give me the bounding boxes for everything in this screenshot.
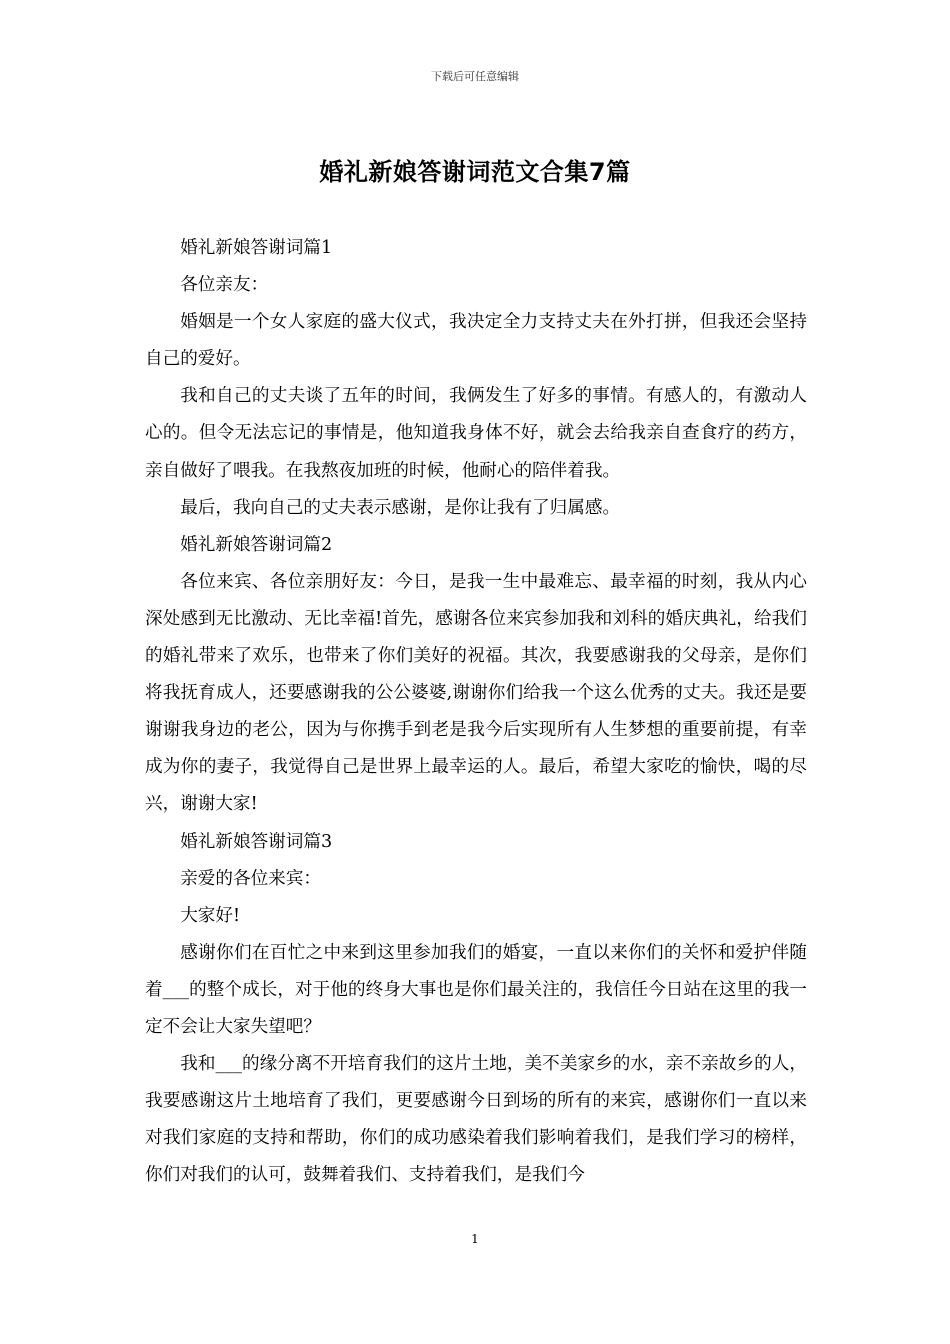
body-paragraph: 婚姻是一个女人家庭的盛大仪式，我决定全力支持丈夫在外打拼，但我还会坚持自己的爱好。 bbox=[145, 312, 807, 370]
greeting: 大家好! bbox=[180, 905, 241, 926]
section-heading-1: 婚礼新娘答谢词篇1 bbox=[180, 238, 333, 258]
document-title: 婚礼新娘答谢词范文合集7篇 bbox=[319, 158, 631, 186]
body-paragraph: 各位来宾、各位亲朋好友：今日，是我一生中最难忘、最幸福的时刻，我从内心深处感到无比激动、无比幸福!首先，感谢各位来宾参加我和刘科的婚庆典礼，给我们的婚礼带来了欢乐，也带来了你们美好的祝福。其次，我要感谢我的父母亲，是你们将我抚育成人，还要感谢我的公公婆婆,谢谢你们给我一个这么优秀的丈夫。我还是要谢谢我身边的老公，因为与你携手到老是我今后实现所有人生梦想的重要前提，有幸成为你的妻子，我觉得自己是世界上最幸运的人。最后，希望大家吃的愉快，喝的尽兴，谢谢大家! bbox=[145, 571, 807, 815]
body-paragraph: 我和___的缘分离不开培育我们的这片土地，美不美家乡的水，亲不亲故乡的人，我要感谢这片土地培育了我们，更要感谢今日到场的所有的来宾，感谢你们一直以来对我们家庭的支持和帮助，你们的成功感染着我们影响着我们，是我们学习的榜样，你们对我们的认可，鼓舞着我们、支持着我们，是我们今 bbox=[145, 1054, 807, 1186]
section-heading-3: 婚礼新娘答谢词篇3 bbox=[180, 831, 333, 852]
document-body bbox=[145, 230, 807, 1194]
body-paragraph: 最后，我向自己的丈夫表示感谢，是你让我有了归属感。 bbox=[180, 497, 621, 518]
header-note: 下载后可任意编辑 bbox=[431, 70, 519, 83]
body-paragraph: 感谢你们在百忙之中来到这里参加我们的婚宴，一直以来你们的关怀和爱护伴随着___的整个成长，对于他的终身大事也是你们最关注的，我信任今日站在这里的我一定不会让大家失望吧？ bbox=[145, 942, 807, 1037]
body-paragraph: 我和自己的丈夫谈了五年的时间，我俩发生了好多的事情。有感人的，有激动人心的。但令无法忘记的事情是，他知道我身体不好，就会去给我亲自查食疗的药方，亲自做好了喂我。在我熬夜加班的时候，他耐心的陪伴着我。 bbox=[145, 386, 807, 481]
page-number: 1 bbox=[471, 1232, 479, 1246]
salutation-3: 亲爱的各位来宾： bbox=[180, 868, 321, 889]
salutation-1: 各位亲友： bbox=[180, 275, 269, 296]
section-heading-2: 婚礼新娘答谢词篇2 bbox=[180, 534, 333, 555]
